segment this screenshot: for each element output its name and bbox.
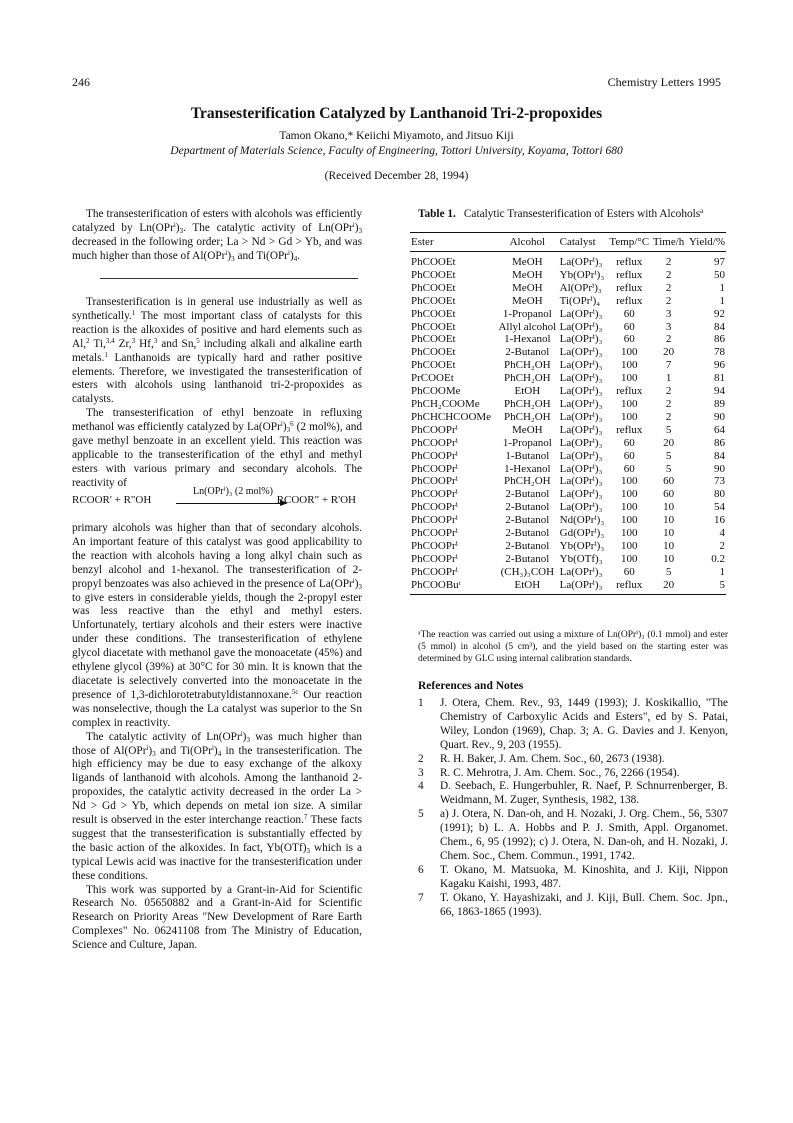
table-caption-footnote-mark: a [700, 207, 704, 215]
body-text-part-1: Transesterification is in general use industrially as well as synthetically.$^1$ The most important class of catalysts for this reaction is the alkoxides of positive and hard elements such as Al,$^2$ Ti,$^{3,4}$ Zr,$^3$ Hf,$^3$ and Sn,$^5$ including alkali and alkaline earth metals.$^1$ Lanthanoids are typically hard and rather positive elements. Therefore, we investigated the transesterification of esters with alcohols using lanthanoid tri-2-propoxides as catalysts. The transesterification of ethyl benzoate in refluxing methanol was efficiently catalyzed by $La(OPr^i)_3^6$ (2 mol%), and gave methyl benzoate in an excellent yield. This reaction was applicable to the transesterification of the ethyl and methyl esters with various primary and secondary alcohols. The reactivity of [72, 296, 362, 489]
cell-catalyst: Nd(OPrⁱ)₃ [559, 514, 605, 527]
cell-ester: PhCOOPrⁱ [411, 449, 458, 462]
cell-catalyst: La(OPrⁱ)₃ [559, 410, 603, 423]
cell-yield: 0.2 [711, 552, 725, 565]
cell-ester: PhCOOEt [411, 359, 456, 372]
table-row [410, 437, 726, 450]
cell-temp: 60 [623, 449, 635, 462]
cell-yield: 92 [714, 307, 725, 320]
cell-temp: 100 [621, 410, 638, 423]
reference-text: T. Okano, Y. Hayashizaki, and J. Kiji, Bull. Chem. Soc. Jpn., 66, 1863-1865 (1993). [440, 891, 728, 918]
cell-time: 20 [651, 579, 686, 594]
cell-catalyst: Gd(OPrⁱ)₃ [559, 527, 605, 540]
cell-catalyst: La(OPrⁱ)₃ [559, 359, 603, 372]
cell-time: 5 [665, 462, 672, 475]
cell-alcohol: 1-Butanol [505, 449, 550, 462]
cell-time: 10 [663, 501, 675, 514]
cell-temp: reflux [616, 281, 643, 294]
table-row [410, 385, 726, 398]
reaction-scheme [72, 486, 362, 512]
cell-alcohol: 2-Butanol [505, 539, 550, 552]
cell-ester: PhCOOEt [411, 346, 456, 359]
cell-time: 10 [663, 552, 675, 565]
cell-temp: 100 [621, 372, 638, 385]
cell-yield: 86 [714, 333, 725, 346]
cell-time: 10 [663, 514, 675, 527]
table-row [410, 411, 726, 424]
table-row [410, 566, 726, 579]
cell-catalyst: La(OPrⁱ)₃ [559, 346, 603, 359]
cell-catalyst: La(OPrⁱ)₃ [559, 462, 603, 475]
reaction-products: RCOOR" + R'OH [276, 494, 356, 506]
cell-yield: 1 [719, 281, 725, 294]
cell-alcohol: 2-Butanol [505, 501, 550, 514]
cell-temp: reflux [616, 256, 643, 268]
cell-temp: 100 [621, 475, 638, 488]
cell-alcohol: MeOH [512, 281, 543, 294]
cell-temp: 60 [623, 436, 635, 449]
cell-yield: 81 [714, 372, 725, 385]
reference-item [418, 780, 728, 808]
cell-ester: PhCOOPrⁱ [411, 423, 458, 436]
cell-yield: 78 [714, 346, 725, 359]
cell-time: 60 [663, 488, 675, 501]
cell-time: 2 [665, 397, 672, 410]
cell-ester: PhCOOEt [411, 268, 456, 281]
reference-number: 7 [418, 891, 424, 904]
cell-temp: 100 [621, 539, 638, 552]
cell-ester: PhCOOPrⁱ [411, 436, 458, 449]
table-row [410, 252, 726, 269]
cell-alcohol: EtOH [514, 385, 541, 398]
affiliation: Department of Materials Science, Faculty of Engineering, Tottori University, Koyama, Tottori 680 [170, 145, 623, 157]
reference-number: 5 [418, 808, 424, 821]
reference-item [418, 753, 728, 767]
authors: Tamon Okano,* Keiichi Miyamoto, and Jitsuo Kiji [279, 130, 514, 142]
cell-temp: 60 [623, 565, 635, 578]
table-header-row [410, 233, 726, 252]
table-row [410, 579, 726, 594]
references-list [418, 697, 728, 920]
cell-catalyst: Yb(OTf)₃ [559, 552, 603, 565]
cell-yield: 97 [714, 256, 725, 268]
cell-ester: PhCOOEt [411, 281, 456, 294]
reference-item [418, 697, 728, 753]
cell-ester: PhCOOPrⁱ [411, 501, 458, 514]
table-label: Table 1. [418, 208, 456, 220]
col-header-alcohol: Alcohol [496, 233, 559, 252]
cell-temp: reflux [616, 294, 643, 307]
reference-item [418, 864, 728, 892]
cell-ester: PhCOOEt [411, 320, 456, 333]
cell-ester: PhCOOPrⁱ [411, 475, 458, 488]
cell-catalyst: La(OPrⁱ)₃ [559, 320, 603, 333]
cell-time: 2 [665, 281, 672, 294]
cell-catalyst: La(OPrⁱ)₃ [559, 385, 603, 398]
cell-yield: 73 [714, 475, 725, 488]
cell-ester: PhCOOEt [411, 307, 456, 320]
references-heading: References and Notes [418, 680, 524, 692]
cell-catalyst: La(OPrⁱ)₃ [559, 488, 603, 501]
table-row [410, 295, 726, 308]
cell-yield: 80 [714, 488, 725, 501]
table-row [410, 398, 726, 411]
reaction-arrow [176, 503, 286, 504]
cell-alcohol: PhCH₂OH [504, 475, 551, 488]
cell-ester: PhCOOBuᵗ [410, 579, 496, 594]
cell-temp: reflux [616, 268, 643, 281]
table-caption-text: Catalytic Transesterification of Esters with Alcohols [463, 208, 701, 220]
cell-temp: 100 [621, 359, 638, 372]
table-row [410, 321, 726, 334]
cell-alcohol: MeOH [512, 294, 543, 307]
cell-catalyst: La(OPrⁱ)₃ [559, 449, 603, 462]
cell-temp: 60 [623, 333, 635, 346]
results-table [410, 232, 726, 595]
reference-number: 1 [418, 697, 424, 709]
abstract: The transesterification of esters with alcohols was efficiently catalyzed by $Ln(OPr^i)_3$. The catalytic activity of $Ln(OPr^i)_3$ decreased in the following order; La > Nd > Gd > Yb, and was much higher than those of $Al(OPr^i)_3$ and $Ti(OPr^i)_4$. [72, 208, 362, 263]
cell-ester: PhCOOEt [411, 333, 456, 346]
reference-number: 2 [418, 752, 424, 765]
cell-alcohol: 2-Butanol [505, 527, 550, 540]
cell-alcohol: 1-Propanol [502, 436, 552, 449]
cell-time: 2 [665, 333, 672, 346]
cell-alcohol: EtOH [496, 579, 559, 594]
reference-item [418, 767, 728, 781]
table-row [410, 450, 726, 463]
cell-catalyst: La(OPrⁱ)₃ [559, 475, 603, 488]
cell-catalyst: La(OPrⁱ)₃ [559, 501, 603, 514]
cell-yield: 86 [714, 436, 725, 449]
cell-temp: reflux [616, 423, 643, 436]
cell-temp: 100 [621, 552, 638, 565]
table-row [410, 553, 726, 566]
cell-catalyst: La(OPrⁱ)₃ [559, 436, 603, 449]
cell-alcohol: (CH₃)₃COH [500, 565, 555, 578]
reference-number: 6 [418, 863, 424, 876]
cell-temp: 100 [621, 514, 638, 527]
cell-time: 2 [665, 385, 672, 398]
cell-alcohol: Allyl alcohol [498, 320, 557, 333]
cell-catalyst: La(OPrⁱ)₃ [559, 397, 603, 410]
table-caption [418, 208, 728, 220]
cell-ester: PhCOOEt [411, 256, 456, 268]
table-row [410, 282, 726, 295]
cell-yield: 64 [714, 423, 725, 436]
body-text-part-2: primary alcohols was higher than that of secondary alcohols. An important feature of this catalyst was good applicability to the reaction with alcohols having a long alkyl chain such as benzyl alcohol and 1-hexanol. The transesterification of 2-propyl benzoates was also achieved in the presence of $La(OPr^i)_3$ to give esters in considerable yields, though the 2-propyl ester was less reactive than the ethyl and methyl esters. Unfortunately, tertiary alcohols and their esters were inactive under these conditions. The transesterification of ethylene glycol diacetate with methanol gave the monoacetate (45%) and ethylene glycol (39%) at 30°C for 30 min. It is known that the diacetate is selectively converted into the monoacetate in the presence of 1,3-dichlorotetrabutyldistannoxane.$^{5c}$ Our reaction was nonselective, though the La catalyst was superior to the Sn complex in reactivity. The catalytic activity of $Ln(OPr^i)_3$ was much higher than those of $Al(OPr^i)_3$ and $Ti(OPr^i)_4$ in the transesterification. The high efficiency may be due to easy exchange of the alkoxy ligands of lanthanoid with alcohols. Among the lanthanoid 2-propoxides, the catalytic activity decreased in the order La > Nd > Gd > Yb, which depends on metal ion size. A similar result is observed in the ester interchange reaction.$^7$ These facts suggest that the transesterification is substantially effected by the basic action of the alkoxides. In fact, $Yb(OTf)_3$ which is a typical Lewis acid was inactive for the transesterification under these conditions. This work was supported by a Grant-in-Aid for Scientific Research No. 05650882 and a Grant-in-Aid for Scientific Research on Priority Areas "New Development of Rare Earth Complexes" No. 06241108 from The Ministry of Education, Science and Culture, Japan. [72, 522, 363, 952]
cell-temp: reflux [607, 579, 651, 594]
page-number: 246 [72, 75, 90, 89]
reference-item [418, 892, 728, 920]
reference-text: R. C. Mehrotra, J. Am. Chem. Soc., 76, 2266 (1954). [440, 766, 680, 779]
cell-alcohol: 1-Hexanol [504, 462, 551, 475]
cell-alcohol: MeOH [512, 423, 543, 436]
cell-alcohol: 2-Butanol [505, 552, 550, 565]
reference-text: T. Okano, M. Matsuoka, M. Kinoshita, and J. Kiji, Nippon Kagaku Kaishi, 1993, 487. [440, 863, 728, 890]
cell-yield: 54 [714, 501, 725, 514]
col-header-catalyst: Catalyst [559, 233, 608, 252]
cell-alcohol: PhCH₂OH [504, 372, 551, 385]
table-row [410, 424, 726, 437]
cell-temp: 100 [621, 501, 638, 514]
cell-temp: 100 [621, 488, 638, 501]
cell-yield: 84 [714, 320, 725, 333]
cell-temp: 100 [621, 397, 638, 410]
reference-text: J. Otera, Chem. Rev., 93, 1449 (1993); J. Koskikallio, "The Chemistry of Carboxylic Acids and Esters", ed by S. Patai, Wiley, London (1969), Chap. 3; A. G. Davies and J. Kenyon, Quart. Rev., 9, 203 (1955). [440, 697, 728, 751]
table-footnote: ᵃThe reaction was carried out using a mixture of Ln(OPrⁱ)₃ (0.1 mmol) and ester (5 mmol) in alcohol (5 cm³), and the yield based on the starting ester was determined by GLC using internal calibration standards. [418, 630, 728, 664]
cell-catalyst: La(OPrⁱ)₃ [559, 423, 603, 436]
cell-alcohol: PhCH₂OH [504, 397, 551, 410]
cell-time: 2 [665, 294, 672, 307]
cell-time: 1 [665, 372, 672, 385]
cell-yield: 5 [686, 579, 726, 594]
cell-time: 5 [665, 449, 672, 462]
journal-name: Chemistry Letters 1995 [607, 75, 721, 89]
cell-ester: PhCOOPrⁱ [411, 565, 458, 578]
cell-time: 5 [665, 423, 672, 436]
reference-text: R. H. Baker, J. Am. Chem. Soc., 60, 2673 (1938). [440, 752, 665, 765]
cell-time: 2 [665, 268, 672, 281]
cell-yield: 89 [714, 397, 725, 410]
reaction-reactants: RCOOR' + R"OH [72, 494, 152, 506]
cell-temp: 60 [623, 462, 635, 475]
table-row [410, 540, 726, 553]
cell-catalyst: La(OPrⁱ)₃ [559, 372, 603, 385]
cell-catalyst: La(OPrⁱ)₃ [559, 565, 603, 578]
cell-catalyst: La(OPrⁱ)₃ [559, 307, 603, 320]
cell-alcohol: MeOH [512, 268, 543, 281]
cell-ester: PhCOOPrⁱ [411, 514, 458, 527]
cell-catalyst: La(OPrⁱ)₃ [559, 256, 603, 268]
cell-time: 2 [665, 410, 672, 423]
cell-ester: PhCOOPrⁱ [411, 462, 458, 475]
cell-alcohol: PhCH₂OH [504, 410, 551, 423]
cell-time: 20 [663, 346, 675, 359]
cell-yield: 94 [714, 385, 725, 398]
cell-temp: 60 [623, 320, 635, 333]
cell-alcohol: MeOH [512, 256, 543, 268]
article-title: Transesterification Catalyzed by Lanthanoid Tri-2-propoxides [190, 105, 603, 122]
cell-catalyst: Yb(OPrⁱ)₃ [559, 539, 605, 552]
cell-alcohol: 1-Propanol [502, 307, 552, 320]
cell-temp: 100 [621, 346, 638, 359]
table-row [410, 488, 726, 501]
cell-ester: PhCOOPrⁱ [411, 488, 458, 501]
cell-ester: PhCHCHCOOMe [411, 410, 492, 423]
abstract-divider [100, 278, 358, 279]
cell-ester: PhCOOPrⁱ [411, 539, 458, 552]
cell-catalyst: La(OPrⁱ)₃ [559, 579, 608, 594]
table-row [410, 514, 726, 527]
cell-time: 2 [665, 256, 672, 268]
cell-alcohol: 1-Hexanol [504, 333, 551, 346]
cell-yield: 50 [714, 268, 725, 281]
cell-time: 5 [665, 565, 672, 578]
table-row [410, 527, 726, 540]
cell-yield: 96 [714, 359, 725, 372]
cell-yield: 90 [714, 410, 725, 423]
table-row [410, 475, 726, 488]
cell-time: 3 [665, 307, 672, 320]
reference-text: a) J. Otera, N. Dan-oh, and H. Nozaki, J. Org. Chem., 56, 5307 (1991); b) L. A. Hobbs and P. J. Smith, Appl. Organomet. Chem., 6, 95 (1992); c) J. Otera, N. Dan-oh, and H. Nozaki, J. Chem. Soc., Chem. Commun., 1991, 1742. [440, 808, 728, 862]
cell-alcohol: 2-Butanol [505, 488, 550, 501]
col-header-ester: Ester [410, 233, 496, 252]
cell-ester: PrCOOEt [411, 372, 454, 385]
cell-time: 10 [663, 527, 675, 540]
table-row [410, 333, 726, 346]
table-row [410, 308, 726, 321]
cell-alcohol: 2-Butanol [505, 514, 550, 527]
cell-temp: 100 [621, 527, 638, 540]
reference-number: 3 [418, 766, 424, 779]
table-row [410, 269, 726, 282]
reaction-conditions: Ln(OPrⁱ)₃ (2 mol%) [193, 486, 273, 497]
cell-ester: PhCOOPrⁱ [411, 552, 458, 565]
cell-catalyst: Al(OPrⁱ)₃ [559, 281, 602, 294]
cell-time: 7 [665, 359, 672, 372]
cell-time: 3 [665, 320, 672, 333]
cell-ester: PhCOOPrⁱ [411, 527, 458, 540]
cell-time: 10 [663, 539, 675, 552]
cell-alcohol: PhCH₂OH [504, 359, 551, 372]
cell-alcohol: 2-Butanol [505, 346, 550, 359]
reference-number: 4 [418, 780, 424, 793]
reference-item [418, 808, 728, 864]
table-row [410, 501, 726, 514]
col-header-yield: Yield/% [686, 233, 726, 252]
cell-yield: 16 [714, 514, 725, 527]
table-row [410, 346, 726, 359]
cell-catalyst: Yb(OPrⁱ)₃ [559, 268, 605, 281]
cell-temp: 60 [623, 307, 635, 320]
table-row [410, 359, 726, 372]
cell-time: 20 [663, 436, 675, 449]
cell-catalyst: La(OPrⁱ)₃ [559, 333, 603, 346]
col-header-time: Time/h [651, 233, 686, 252]
table-row [410, 372, 726, 385]
cell-ester: PhCOOMe [411, 385, 461, 398]
reference-text: D. Seebach, E. Hungerbuhler, R. Naef, P. Schnurrenberger, B. Weidmann, M. Zuger, Synthesis, 1982, 138. [440, 780, 728, 807]
cell-ester: PhCH₂COOMe [411, 397, 480, 410]
cell-time: 60 [663, 475, 675, 488]
table-row [410, 463, 726, 476]
col-header-temp: Temp/°C [607, 233, 651, 252]
cell-yield: 4 [719, 527, 725, 540]
cell-yield: 1 [719, 565, 725, 578]
cell-yield: 84 [714, 449, 725, 462]
cell-ester: PhCOOEt [411, 294, 456, 307]
cell-temp: reflux [616, 385, 643, 398]
cell-catalyst: Ti(OPrⁱ)₄ [559, 294, 601, 307]
received-date: (Received December 28, 1994) [324, 170, 469, 182]
cell-yield: 90 [714, 462, 725, 475]
cell-yield: 1 [719, 294, 725, 307]
cell-yield: 2 [719, 539, 725, 552]
